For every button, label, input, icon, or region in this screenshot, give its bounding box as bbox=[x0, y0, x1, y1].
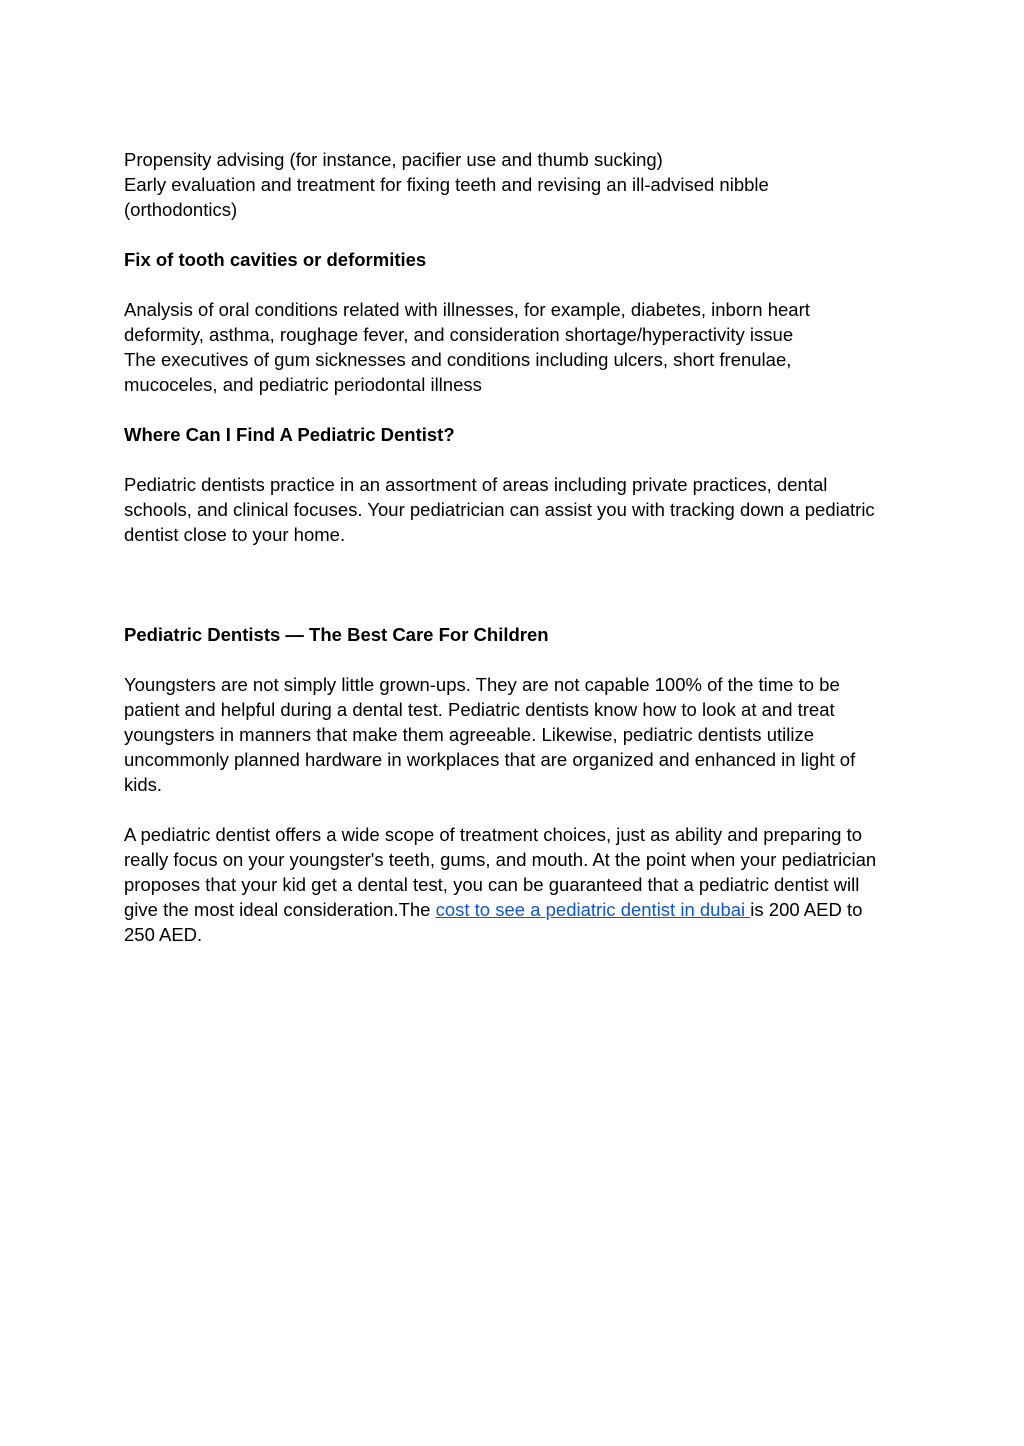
where-line: Pediatric dentists practice in an assortment of areas including private practices, dental bbox=[124, 474, 828, 495]
analysis-line: mucoceles, and pediatric periodontal illness bbox=[124, 374, 482, 395]
final-line-text-after: is 200 AED to bbox=[750, 899, 863, 920]
heading-where-find: Where Can I Find A Pediatric Dentist? bbox=[124, 424, 455, 445]
heading-best-care: Pediatric Dentists — The Best Care For Children bbox=[124, 624, 549, 645]
heading-fix-cavities: Fix of tooth cavities or deformities bbox=[124, 249, 427, 270]
intro-line: (orthodontics) bbox=[124, 199, 238, 220]
final-line: really focus on your youngster's teeth, gums, and mouth. At the point when your pediatrician bbox=[124, 849, 877, 870]
final-line-text-before: give the most ideal consideration.The bbox=[124, 899, 436, 920]
intro-line: Early evaluation and treatment for fixing teeth and revising an ill-advised nibble bbox=[124, 174, 769, 195]
youngsters-line: patient and helpful during a dental test. Pediatric dentists know how to look at and treat bbox=[124, 699, 835, 720]
final-line: A pediatric dentist offers a wide scope of treatment choices, just as ability and preparing to bbox=[124, 824, 863, 845]
youngsters-line: youngsters in manners that make them agreeable. Likewise, pediatric dentists utilize bbox=[124, 724, 814, 745]
where-paragraph bbox=[124, 472, 904, 547]
analysis-line: The executives of gum sicknesses and conditions including ulcers, short frenulae, bbox=[124, 349, 792, 370]
final-line: 250 AED. bbox=[124, 924, 203, 945]
youngsters-line: kids. bbox=[124, 774, 163, 795]
youngsters-line: Youngsters are not simply little grown-ups. They are not capable 100% of the time to be bbox=[124, 674, 840, 695]
final-line: proposes that your kid get a dental test, you can be guaranteed that a pediatric dentist will bbox=[124, 874, 860, 895]
where-line: schools, and clinical focuses. Your pediatrician can assist you with tracking down a pediatric bbox=[124, 499, 875, 520]
youngsters-line: uncommonly planned hardware in workplaces that are organized and enhanced in light of bbox=[124, 749, 856, 770]
final-paragraph bbox=[124, 822, 904, 947]
analysis-paragraph bbox=[124, 297, 904, 397]
intro-line: Propensity advising (for instance, pacifier use and thumb sucking) bbox=[124, 149, 663, 170]
analysis-line: deformity, asthma, roughage fever, and consideration shortage/hyperactivity issue bbox=[124, 324, 794, 345]
where-line: dentist close to your home. bbox=[124, 524, 346, 545]
dentist-cost-link[interactable]: cost to see a pediatric dentist in dubai bbox=[435, 899, 751, 920]
document-page bbox=[124, 147, 904, 947]
youngsters-paragraph bbox=[124, 672, 904, 797]
intro-paragraph bbox=[124, 147, 904, 222]
final-line-with-link bbox=[124, 897, 904, 922]
analysis-line: Analysis of oral conditions related with illnesses, for example, diabetes, inborn heart bbox=[124, 299, 810, 320]
